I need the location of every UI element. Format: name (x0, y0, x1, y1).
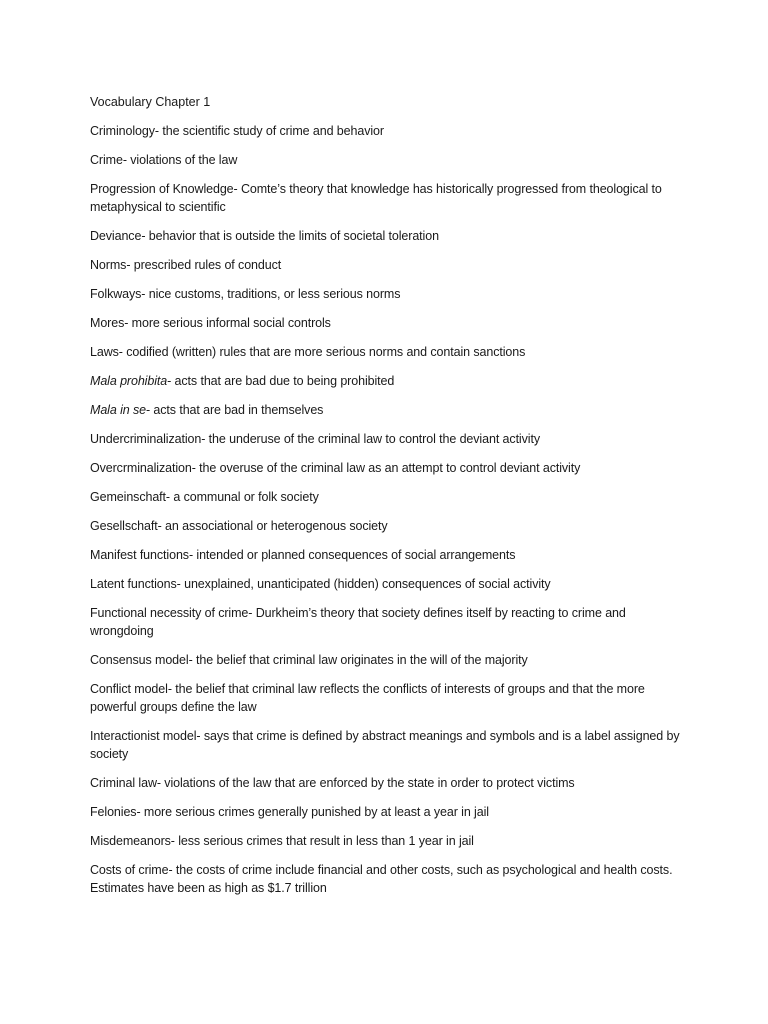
entry-definition: - the scientific study of crime and behavior (154, 124, 384, 138)
entry-definition: - an associational or heterogenous society (157, 519, 388, 533)
entry-term: Manifest functions (90, 548, 189, 562)
entry-definition: - Durkheim’s theory that society defines itself by reacting to crime and wrongdoing (90, 606, 626, 638)
vocabulary-entry (90, 575, 690, 593)
entry-definition: - more serious informal social controls (124, 316, 331, 330)
entry-term: Mala in se (90, 403, 146, 417)
entry-definition: - the belief that criminal law originates in the will of the majority (188, 653, 528, 667)
entry-definition: - acts that are bad in themselves (145, 403, 324, 417)
entry-term: Laws (90, 345, 119, 359)
vocabulary-entry (90, 803, 690, 821)
entry-definition: - less serious crimes that result in less than 1 year in jail (170, 834, 474, 848)
vocabulary-entry (90, 861, 690, 897)
document-title: Vocabulary Chapter 1 (90, 95, 211, 109)
vocabulary-entry (90, 151, 690, 169)
document-content (90, 93, 690, 908)
entry-term: Costs of crime (90, 863, 169, 877)
entry-term: Gemeinschaft (90, 490, 166, 504)
vocabulary-entry (90, 343, 690, 361)
entry-term: Consensus model (90, 653, 189, 667)
vocabulary-entry (90, 227, 690, 245)
entry-definition: - codified (written) rules that are more serious norms and contain sanctions (118, 345, 526, 359)
entry-term: Criminal law (90, 776, 157, 790)
vocabulary-list (90, 122, 690, 897)
entry-definition: - the costs of crime include financial and other costs, such as psychological and health costs. Estimates have been as high as $1.7 trillion (90, 863, 673, 895)
entry-term: Overcrminalization (90, 461, 192, 475)
entry-definition: - unexplained, unanticipated (hidden) consequences of social activity (176, 577, 551, 591)
vocabulary-entry (90, 604, 690, 640)
vocabulary-entry (90, 517, 690, 535)
entry-definition: - Comte’s theory that knowledge has historically progressed from theological to metaphysical to scientific (90, 182, 662, 214)
vocabulary-entry (90, 401, 690, 419)
entry-definition: - nice customs, traditions, or less serious norms (141, 287, 401, 301)
entry-term: Felonies (90, 805, 137, 819)
entry-definition: - the underuse of the criminal law to control the deviant activity (201, 432, 540, 446)
vocabulary-entry (90, 488, 690, 506)
vocabulary-entry (90, 180, 690, 216)
entry-definition: - prescribed rules of conduct (126, 258, 282, 272)
vocabulary-entry (90, 314, 690, 332)
entry-definition: - says that crime is defined by abstract meanings and symbols and is a label assigned by society (90, 729, 680, 761)
vocabulary-entry (90, 256, 690, 274)
entry-definition: - behavior that is outside the limits of societal toleration (141, 229, 439, 243)
entry-term: Progression of Knowledge (90, 182, 234, 196)
entry-term: Deviance (90, 229, 142, 243)
vocabulary-entry (90, 285, 690, 303)
entry-term: Latent functions (90, 577, 177, 591)
entry-term: Interactionist model (90, 729, 197, 743)
entry-definition: - the belief that criminal law reflects the conflicts of interests of groups and that the more powerful groups define the law (90, 682, 645, 714)
entry-term: Crime (90, 153, 123, 167)
entry-definition: - violations of the law that are enforced by the state in order to protect victims (156, 776, 575, 790)
vocabulary-entry (90, 372, 690, 390)
entry-definition: - intended or planned consequences of social arrangements (188, 548, 516, 562)
entry-term: Functional necessity of crime (90, 606, 249, 620)
vocabulary-entry (90, 459, 690, 477)
entry-term: Norms (90, 258, 127, 272)
entry-term: Folkways (90, 287, 142, 301)
entry-definition: - violations of the law (122, 153, 238, 167)
entry-term: Misdemeanors (90, 834, 171, 848)
vocabulary-entry (90, 122, 690, 140)
vocabulary-entry (90, 774, 690, 792)
vocabulary-entry (90, 430, 690, 448)
entry-definition: - more serious crimes generally punished by at least a year in jail (136, 805, 489, 819)
entry-term: Criminology (90, 124, 155, 138)
entry-term: Mores (90, 316, 125, 330)
entry-definition: - the overuse of the criminal law as an attempt to control deviant activity (191, 461, 581, 475)
vocabulary-entry (90, 727, 690, 763)
entry-term: Gesellschaft (90, 519, 158, 533)
entry-term: Mala prohibita (90, 374, 168, 388)
vocabulary-entry (90, 832, 690, 850)
entry-term: Undercriminalization (90, 432, 202, 446)
entry-definition: - a communal or folk society (165, 490, 319, 504)
entry-definition: - acts that are bad due to being prohibited (167, 374, 395, 388)
entry-term: Conflict model (90, 682, 168, 696)
vocabulary-entry (90, 680, 690, 716)
vocabulary-entry (90, 546, 690, 564)
vocabulary-entry (90, 651, 690, 669)
